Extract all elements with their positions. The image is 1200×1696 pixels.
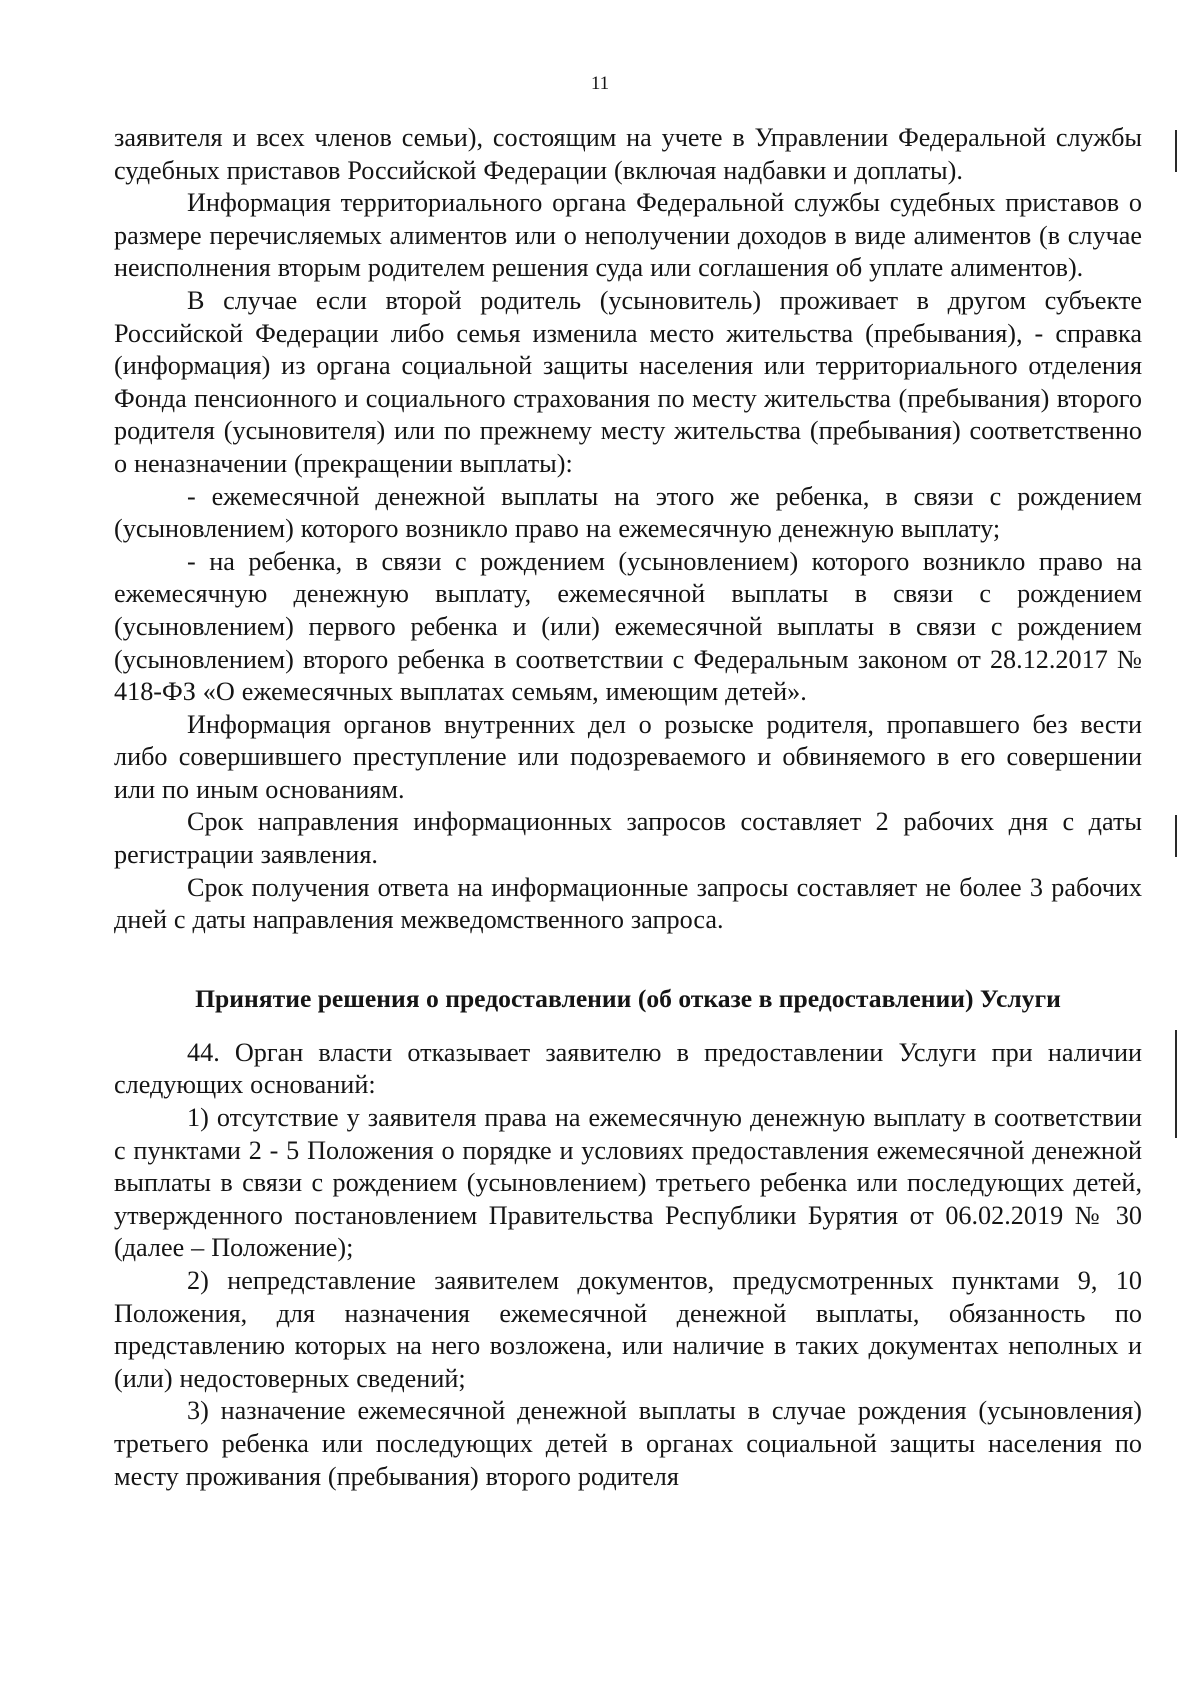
margin-mark xyxy=(1175,130,1177,172)
list-item-ground-3: 3) назначение ежемесячной денежной выплаты в случае рождения (усыновления) третьего ребенка или последующих детей в органах социальной защиты населения по месту проживания (пребывания) второго родителя xyxy=(114,1396,1142,1491)
paragraph-police-info: Информация органов внутренних дел о розыске родителя, пропавшего без вести либо совершившего преступление или подозреваемого и обвиняемого в его совершении или по иным основаниям. xyxy=(114,709,1142,804)
margin-mark xyxy=(1175,815,1177,857)
paragraph-continuation: заявителя и всех членов семьи), состоящим на учете в Управлении Федеральной службы судебных приставов Российской Федерации (включая надбавки и доплаты). xyxy=(114,123,1142,185)
document-body xyxy=(114,122,1142,1493)
paragraph-clause-44: 44. Орган власти отказывает заявителю в предоставлении Услуги при наличии следующих оснований: xyxy=(114,1037,1142,1100)
paragraph-response-deadline: Срок получения ответа на информационные запросы составляет не более 3 рабочих дней с даты направления межведомственного запроса. xyxy=(114,872,1142,935)
paragraph-bailiff-info: Информация территориального органа Федеральной службы судебных приставов о размере перечисляемых алиментов или о неполучении доходов в виде алиментов (в случае неисполнения вторым родителем решения суда или соглашения об уплате алиментов). xyxy=(114,188,1142,283)
margin-mark xyxy=(1175,1030,1177,1138)
list-item-ground-1: 1) отсутствие у заявителя права на ежемесячную денежную выплату в соответствии с пунктами 2 - 5 Положения о порядке и условиях предоставления ежемесячной денежной выплаты в связи с рождением (усыновлением) третьего ребенка или последующих детей, утвержденного постановлением Правительства Республики Бурятия от 06.02.2019 № 30 (далее – Положение); xyxy=(114,1103,1142,1263)
list-item-monthly-payment: - ежемесячной денежной выплаты на этого же ребенка, в связи с рождением (усыновлением) которого возникло право на ежемесячную денежную выплату; xyxy=(114,481,1142,544)
list-item-child-payment: - на ребенка, в связи с рождением (усыновлением) которого возникло право на ежемесячную денежную выплату, ежемесячной выплаты в связи с рождением (усыновлением) первого ребенка и (или) ежемесячной выплаты в связи с рождением (усыновлением) второго ребенка в соответствии с Федеральным законом от 28.12.2017 № 418-ФЗ «О ежемесячных выплатах семьям, имеющим детей». xyxy=(114,546,1142,707)
paragraph-other-region: В случае если второй родитель (усыновитель) проживает в другом субъекте Российской Федерации либо семья изменила место жительства (пребывания), - справка (информация) из органа социальной защиты населения или территориального отделения Фонда пенсионного и социального страхования по месту жительства (пребывания) второго родителя (усыновителя) или по прежнему месту жительства (пребывания) соответственно о неназначении (прекращении выплаты): xyxy=(114,285,1142,478)
section-heading: Принятие решения о предоставлении (об отказе в предоставлении) Услуги xyxy=(195,983,1061,1013)
paragraph-request-deadline: Срок направления информационных запросов составляет 2 рабочих дня с даты регистрации заявления. xyxy=(114,807,1142,870)
list-item-ground-2: 2) непредставление заявителем документов, предусмотренных пунктами 9, 10 Положения, для назначения ежемесячной денежной выплаты, обязанность по представлению которых на него возложена, или наличие в таких документах неполных и (или) недостоверных сведений; xyxy=(114,1266,1142,1393)
page-number: 11 xyxy=(590,73,610,94)
